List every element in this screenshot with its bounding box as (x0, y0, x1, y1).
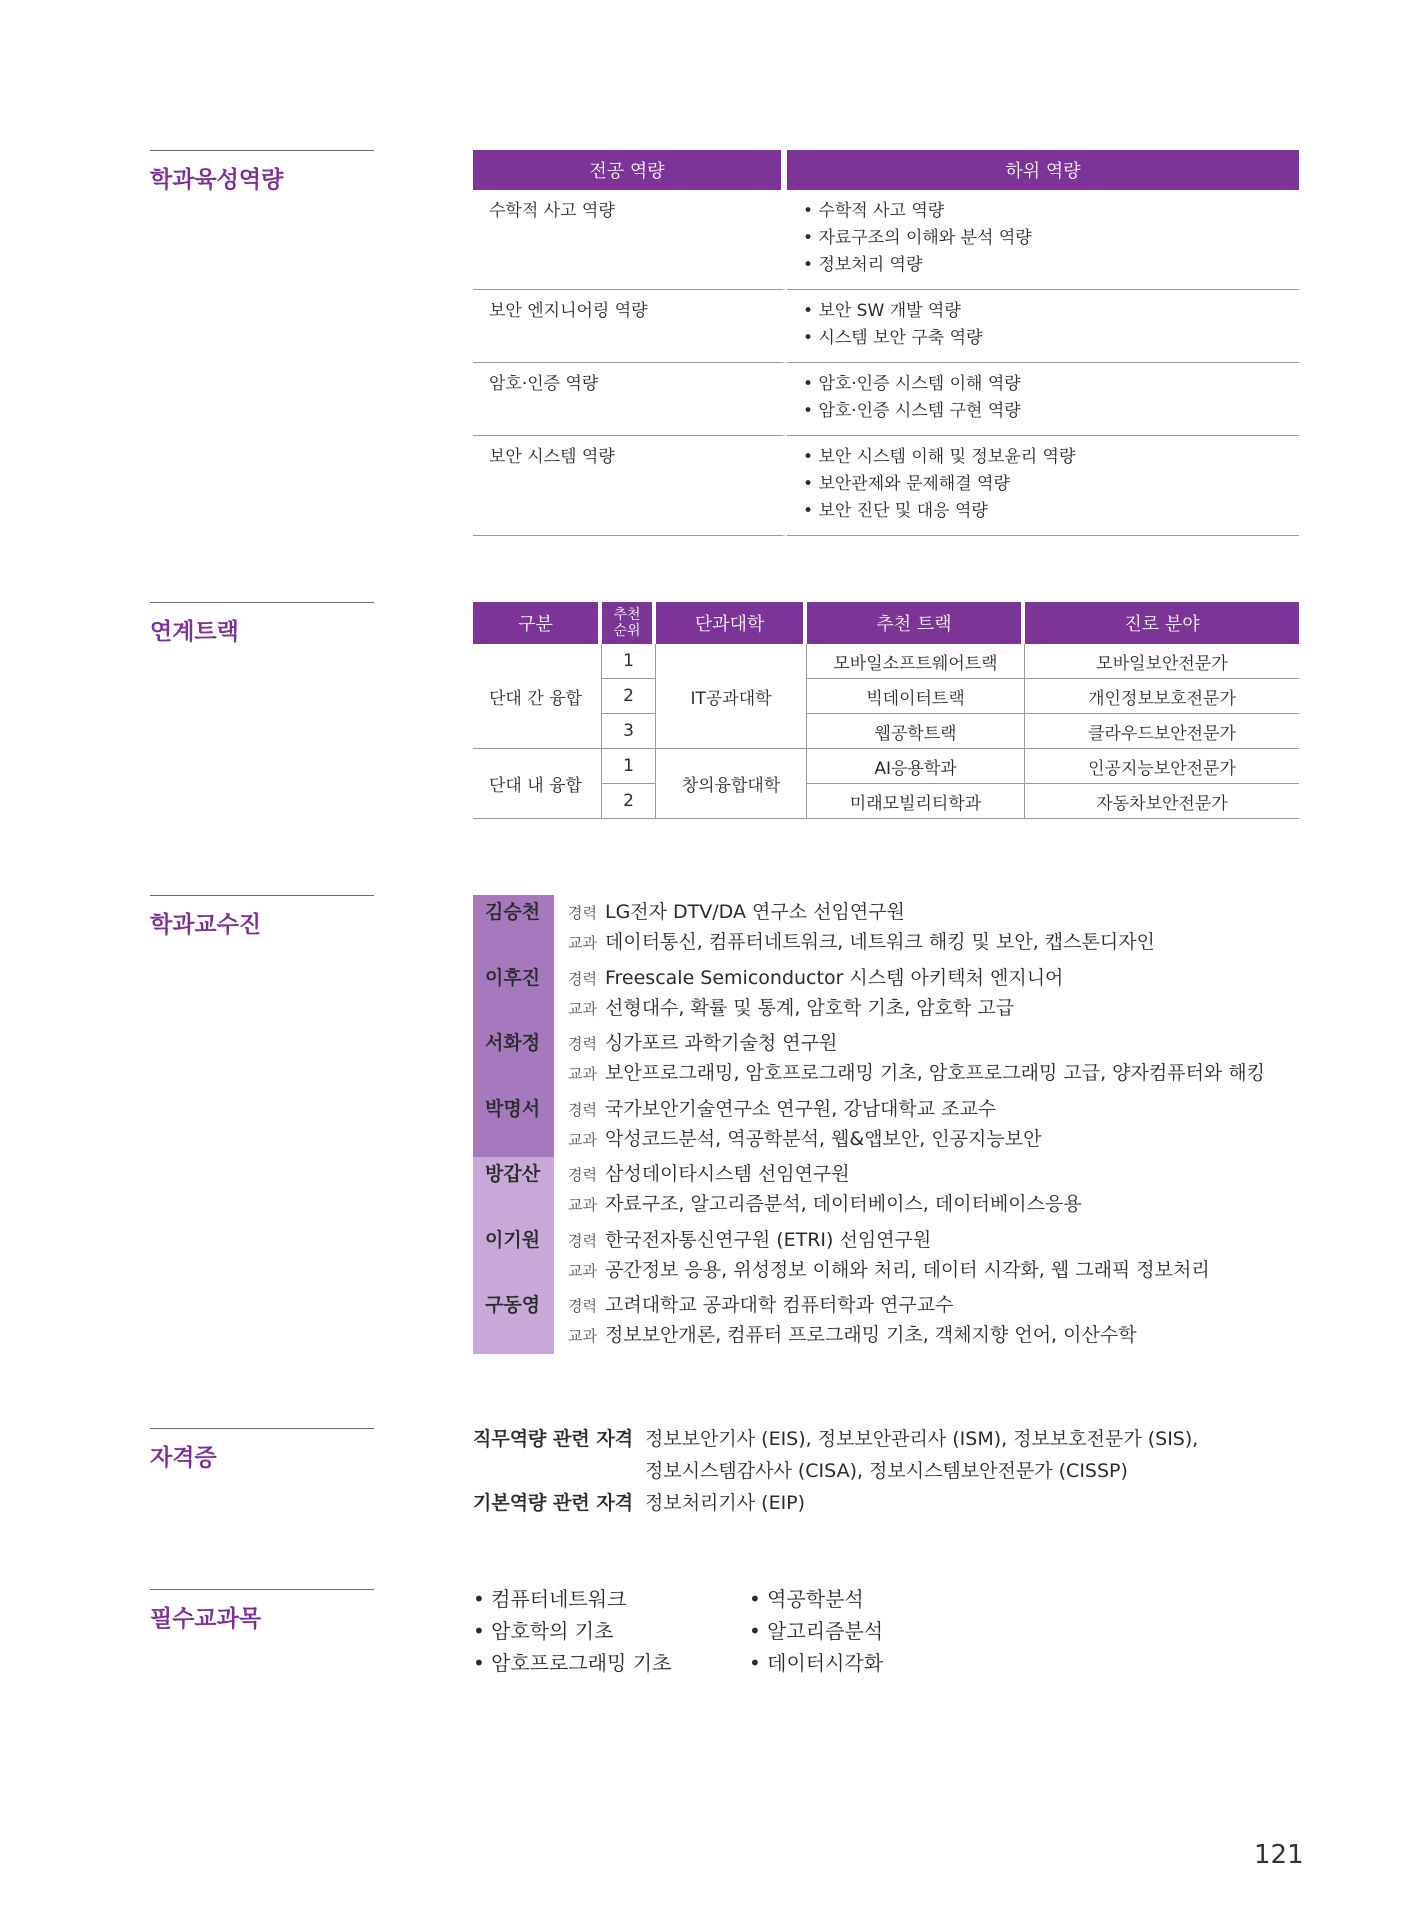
career-text: 고려대학교 공과대학 컴퓨터학과 연구교수 (604, 1294, 954, 1316)
sub-competency-list (787, 436, 1299, 536)
list-item: • 보안 시스템 이해 및 정보윤리 역량 (803, 444, 1283, 471)
college-cell: 창의융합대학 (656, 749, 807, 819)
courses-text: 데이터통신, 컴퓨터네트워크, 네트워크 해킹 및 보안, 캡스톤디자인 (604, 931, 1155, 953)
list-item: • 자료구조의 이해와 분석 역량 (803, 225, 1283, 252)
faculty-item (473, 1157, 1333, 1223)
career-text: 싱가포르 과학기술청 연구원 (604, 1032, 838, 1054)
sub-competency-list (787, 363, 1299, 436)
sub-competency-list (787, 290, 1299, 363)
career-tag: 경력 (568, 1297, 597, 1315)
header-college: 단과대학 (656, 602, 807, 644)
header-rank (602, 602, 656, 644)
table-row (473, 644, 1299, 679)
faculty-item (473, 1223, 1333, 1289)
certificate-line: 정보보안기사 (EIS), 정보보안관리사 (ISM), 정보보호전문가 (SIS), (645, 1428, 1199, 1450)
course-tag: 교과 (568, 1065, 597, 1083)
track-cell: 웹공학트랙 (807, 714, 1025, 749)
faculty-item (473, 1288, 1333, 1354)
course-tag: 교과 (568, 1130, 597, 1149)
major-competency: 암호·인증 역량 (473, 363, 787, 436)
header-sub-competency: 하위 역량 (787, 150, 1299, 190)
rank-cell: 1 (602, 749, 656, 784)
career-tag: 경력 (568, 1035, 597, 1053)
faculty-name: 이기원 (473, 1223, 554, 1289)
list-item: • 수학적 사고 역량 (803, 198, 1283, 225)
faculty-name: 김승천 (473, 895, 554, 961)
header-rank-text: 추천 순위 (613, 607, 641, 639)
certificate-line: 정보시스템감사사 (CISA), 정보시스템보안전문가 (CISSP) (645, 1460, 1128, 1482)
faculty-career (568, 1160, 1082, 1190)
certificate-values (645, 1487, 805, 1519)
career-text: 한국전자통신연구원 (ETRI) 선임연구원 (604, 1228, 932, 1251)
course-tag: 교과 (568, 934, 597, 952)
courses-text: 정보보안개론, 컴퓨터 프로그래밍 기초, 객체지향 언어, 이산수학 (604, 1324, 1137, 1346)
faculty-name: 이후진 (473, 961, 554, 1027)
faculty-courses (568, 928, 1155, 958)
table-row (473, 749, 1299, 784)
course-column (749, 1583, 883, 1679)
list-item: • 보안관제와 문제해결 역량 (803, 471, 1283, 498)
faculty-details (554, 1157, 1082, 1223)
group-cell: 단대 간 융합 (473, 644, 602, 749)
rank-cell: 3 (602, 714, 656, 749)
faculty-career (568, 1226, 1210, 1256)
course-tag: 교과 (568, 999, 597, 1018)
table-row (473, 436, 1299, 536)
faculty-courses (568, 1125, 1041, 1155)
list-item: • 암호프로그래밍 기초 (473, 1647, 749, 1679)
faculty-name: 구동영 (473, 1288, 554, 1354)
faculty-courses (568, 1321, 1137, 1351)
course-tag: 교과 (568, 1196, 597, 1214)
faculty-details (554, 1026, 1265, 1092)
track-cell: 빅데이터트랙 (807, 679, 1025, 714)
list-item: • 암호·인증 시스템 구현 역량 (803, 398, 1283, 425)
faculty-details (554, 1288, 1137, 1354)
faculty-details (554, 895, 1155, 961)
list-item: • 알고리즘분석 (749, 1615, 883, 1647)
header-major-competency: 전공 역량 (473, 150, 787, 190)
certificate-label: 기본역량 관련 자격 (473, 1492, 634, 1514)
career-tag: 경력 (568, 969, 597, 988)
list-item: • 암호학의 기초 (473, 1615, 749, 1647)
certificate-values (645, 1423, 1198, 1487)
career-text: LG전자 DTV/DA 연구소 선임연구원 (604, 901, 905, 923)
list-item: • 정보처리 역량 (803, 252, 1283, 279)
certificate-list (473, 1423, 1198, 1519)
group-cell: 단대 내 융합 (473, 749, 602, 819)
header-track: 추천 트랙 (807, 602, 1025, 644)
competency-table (473, 150, 1299, 536)
courses-text: 악성코드분석, 역공학분석, 웹&앱보안, 인공지능보안 (604, 1127, 1042, 1150)
track-cell: 미래모빌리티학과 (807, 784, 1025, 819)
career-cell: 모바일보안전문가 (1025, 644, 1299, 679)
career-cell: 인공지능보안전문가 (1025, 749, 1299, 784)
course-column (473, 1583, 749, 1679)
faculty-details (554, 1223, 1210, 1289)
career-cell: 개인정보보호전문가 (1025, 679, 1299, 714)
track-cell: AI응용학과 (807, 749, 1025, 784)
required-course-list (473, 1583, 883, 1679)
section-label-certificate: 자격증 (150, 1428, 374, 1472)
career-text: Freescale Semiconductor 시스템 아키텍처 엔지니어 (604, 966, 1064, 989)
courses-text: 공간정보 응용, 위성정보 이해와 처리, 데이터 시각화, 웹 그래픽 정보처리 (604, 1258, 1210, 1281)
list-item: • 데이터시각화 (749, 1647, 883, 1679)
track-table (473, 602, 1299, 819)
career-tag: 경력 (568, 904, 597, 922)
rank-cell: 2 (602, 679, 656, 714)
header-career: 진로 분야 (1025, 602, 1299, 644)
career-cell: 클라우드보안전문가 (1025, 714, 1299, 749)
table-row (473, 190, 1299, 290)
list-item: • 역공학분석 (749, 1583, 883, 1615)
career-text: 삼성데이타시스템 선임연구원 (604, 1163, 850, 1185)
faculty-item (473, 895, 1333, 961)
major-competency: 보안 시스템 역량 (473, 436, 787, 536)
faculty-list (473, 895, 1333, 1354)
faculty-career (568, 1029, 1265, 1059)
track-cell: 모바일소프트웨어트랙 (807, 644, 1025, 679)
faculty-details (554, 1092, 1041, 1158)
faculty-item (473, 1026, 1333, 1092)
section-label-faculty: 학과교수진 (150, 895, 374, 939)
career-cell: 자동차보안전문가 (1025, 784, 1299, 819)
faculty-career (568, 964, 1063, 994)
certificate-line: 정보처리기사 (EIP) (645, 1492, 806, 1514)
major-competency: 보안 엔지니어링 역량 (473, 290, 787, 363)
career-tag: 경력 (568, 1231, 597, 1250)
major-competency: 수학적 사고 역량 (473, 190, 787, 290)
faculty-career (568, 1291, 1137, 1321)
list-item: • 컴퓨터네트워크 (473, 1583, 749, 1615)
faculty-courses (568, 994, 1063, 1024)
courses-text: 보안프로그래밍, 암호프로그래밍 기초, 암호프로그래밍 고급, 양자컴퓨터와 해킹 (604, 1062, 1266, 1084)
page-number: 121 (1254, 1840, 1304, 1870)
faculty-courses (568, 1256, 1210, 1286)
courses-text: 선형대수, 확률 및 통계, 암호학 기초, 암호학 고급 (604, 996, 1015, 1019)
list-item: • 보안 진단 및 대응 역량 (803, 498, 1283, 525)
faculty-item (473, 1092, 1333, 1158)
faculty-courses (568, 1190, 1082, 1220)
career-text: 국가보안기술연구소 연구원, 강남대학교 조교수 (604, 1097, 997, 1120)
section-label-competency: 학과육성역량 (150, 150, 374, 194)
certificate-label: 직무역량 관련 자격 (473, 1428, 634, 1450)
section-label-track: 연계트랙 (150, 602, 374, 646)
certificate-row (473, 1487, 1198, 1519)
career-tag: 경력 (568, 1100, 597, 1119)
faculty-name: 박명서 (473, 1092, 554, 1158)
section-label-required: 필수교과목 (150, 1589, 374, 1633)
rank-cell: 2 (602, 784, 656, 819)
table-row (473, 363, 1299, 436)
rank-cell: 1 (602, 644, 656, 679)
header-category: 구분 (473, 602, 602, 644)
faculty-details (554, 961, 1063, 1027)
certificate-row (473, 1423, 1198, 1487)
faculty-career (568, 1095, 1041, 1125)
sub-competency-list (787, 190, 1299, 290)
courses-text: 자료구조, 알고리즘분석, 데이터베이스, 데이터베이스응용 (604, 1193, 1082, 1215)
faculty-career (568, 898, 1155, 928)
course-tag: 교과 (568, 1327, 597, 1345)
college-cell: IT공과대학 (656, 644, 807, 749)
list-item: • 보안 SW 개발 역량 (803, 298, 1283, 325)
list-item: • 시스템 보안 구축 역량 (803, 325, 1283, 352)
faculty-item (473, 961, 1333, 1027)
list-item: • 암호·인증 시스템 이해 역량 (803, 371, 1283, 398)
faculty-name: 방갑산 (473, 1157, 554, 1223)
faculty-courses (568, 1059, 1265, 1089)
table-row (473, 290, 1299, 363)
career-tag: 경력 (568, 1166, 597, 1184)
course-tag: 교과 (568, 1261, 597, 1280)
faculty-name: 서화정 (473, 1026, 554, 1092)
